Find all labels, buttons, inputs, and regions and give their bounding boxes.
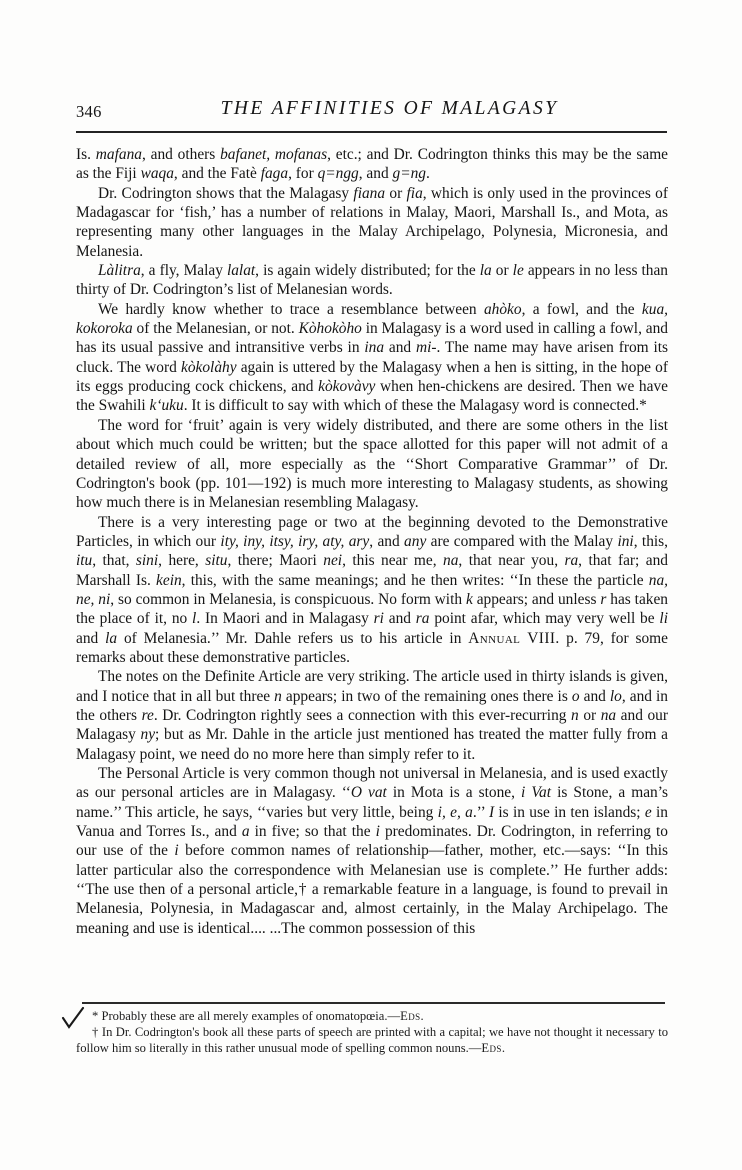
italic-term: re [141, 706, 154, 724]
text-run: appears in no less than thirty of Dr. Codrington’s list of Melanesian words. [76, 262, 668, 299]
para-definite-article [76, 667, 668, 764]
italic-term: la [105, 629, 118, 647]
text-run: , here, [158, 552, 206, 570]
italic-term: n [274, 687, 282, 705]
text-run: when hen-chickens are desired. Then we have the Swahili [76, 378, 668, 415]
text-run: , that near you, [458, 552, 565, 570]
text-run: . p. [555, 629, 585, 647]
italic-term: k‘uku [149, 397, 184, 415]
italic-term: Kòhokòho [298, 320, 362, 338]
para-lalitra [76, 261, 668, 300]
text-run: , etc.; and Dr. Codrington thinks this may be the same as the Fiji [76, 146, 669, 183]
text-run: . In Maori and in Malagasy [196, 610, 374, 628]
italic-term: kòkolàhy [180, 358, 237, 376]
italic-term: le [512, 262, 524, 280]
text-run: . [420, 1009, 424, 1023]
text-run: is in use in ten islands; [494, 803, 645, 821]
text-run: of the Melanesian, or not. [132, 320, 299, 338]
text-run: of Melanesia.’’ Mr. Dahle refers us to his article in [117, 629, 469, 647]
italic-term: situ [205, 552, 228, 570]
text-run: in Malagasy is a word used in calling a fowl, and has its usual passive and intransitive verbs in [76, 320, 668, 357]
text-run: , there; Maori [227, 552, 324, 570]
text-run: ) is much more interesting to Malagasy students, as showing how much there is in Melanesian resembling Malagasy. [76, 474, 668, 512]
text-run: , that, [92, 552, 136, 570]
text-run: . [425, 165, 430, 183]
text-run: , this near me, [342, 552, 444, 570]
footnotes-block [76, 1008, 668, 1057]
italic-term: i, e, a [437, 803, 473, 821]
text-run: has taken the place of it, no [76, 590, 668, 628]
italic-term: li [659, 610, 668, 628]
italic-term: bafanet, mofanas [220, 146, 328, 163]
italic-term: ity, iny, itsy, iry, aty, ary [220, 532, 370, 550]
text-run: , a fowl, and the [521, 300, 642, 318]
text-run: and our Malagasy [76, 706, 668, 744]
text-run: , so common in Melanesia, is conspicuous. No form with [110, 590, 466, 608]
italic-term: waqa [140, 165, 174, 183]
text-run: in Mota is a stone, [386, 784, 522, 802]
italic-term: r [600, 590, 607, 608]
text-run: There is a very interesting page or two at the beginning devoted to the Demonstrative Particles, in which our [76, 513, 668, 550]
italic-term: a [241, 823, 250, 841]
italic-term: ina [364, 339, 385, 357]
italic-term: ra [564, 552, 579, 570]
text-run: or [578, 706, 601, 724]
running-head-title: THE AFFINITIES OF MALAGASY [220, 98, 559, 119]
italic-term: ri [373, 610, 384, 628]
text-run: . The name may have arisen from its cluck. The word [76, 339, 669, 376]
text-run: , that far; and Marshall Is. [76, 552, 668, 589]
italic-term: g=ng [392, 165, 426, 183]
text-run: The Personal Article is very common though not universal in Melanesia, and is used exactly as our personal articles are in Malagasy. ‘‘ [76, 765, 668, 802]
italic-term: sini [135, 552, 159, 570]
italic-term: e [644, 803, 652, 821]
italic-term: itu [76, 552, 93, 570]
italic-term: l [192, 610, 197, 628]
italic-term: i [174, 842, 179, 860]
italic-term: mafana [95, 146, 142, 163]
italic-term: kua, kokoroka [76, 300, 668, 338]
italic-term: la [479, 262, 492, 280]
para-fruit [76, 416, 668, 513]
text-run: and [76, 629, 106, 647]
italic-term: ny [140, 726, 156, 744]
text-run: , for [288, 165, 318, 183]
text-run: . [501, 1041, 505, 1056]
text-run: , and others [141, 146, 221, 163]
para-personal-article [76, 764, 668, 938]
italic-term: mi- [415, 339, 437, 357]
text-run: The notes on the Definite Article are very striking. The article used in thirty islands is given, and I notice that in all but three [76, 668, 668, 705]
text-run: Is. [76, 146, 96, 163]
text-run: , and [358, 165, 393, 183]
para-fiana [76, 184, 668, 261]
italic-term: kein [156, 571, 182, 589]
text-run: are compared with the Malay [426, 532, 618, 550]
italic-term: any [404, 532, 427, 550]
body-text-block [76, 145, 668, 938]
text-run: before common names of relationship—father, mother, etc.—says: ‘‘In this latter particular also the correspondence with Melanesian use is complete.’’ He further adds: ‘‘The use then of a personal article,† a remarkable feature in a language, is found to prevail in Melanesia, Polynesia, in Madagascar and, almost certainly, in the Malay Archipelago. The meaning and use is identical.... ...The common possession of this [76, 842, 669, 937]
check-mark-icon [60, 1006, 86, 1032]
oldstyle-figures: 101—192 [224, 474, 287, 492]
text-run: † In Dr. Codrington's book all these parts of speech are printed with a capital; we have not thought it necessary to follow him so literally in this rather unusual mode of spelling common nouns.— [76, 1025, 668, 1056]
italic-term: na, ne, ni [76, 571, 668, 608]
footnote-asterisk [76, 1008, 668, 1024]
italic-term: faga [260, 165, 289, 183]
text-run: point afar, which may very well be [429, 610, 660, 628]
text-run: predominates. Dr. Codrington, in referring to our use of the [76, 823, 668, 860]
text-run: . Dr. Codrington rightly sees a connection with this ever-recurring [153, 706, 572, 724]
text-run: again is uttered by the Malagasy when a hen is sitting, in the hope of its eggs producing cock chickens, and [76, 358, 668, 396]
footnote-separator-rule [82, 1002, 665, 1004]
small-caps-term: Eds [400, 1009, 421, 1023]
italic-term: I [488, 803, 495, 821]
small-caps-term: Annual VIII [468, 629, 556, 647]
text-run: , for some remarks about these demonstrative particles. [76, 629, 668, 666]
page-folio-number: 346 [76, 102, 102, 121]
text-run: . It is difficult to say with which of these the Malagasy word is connected.* [183, 397, 647, 415]
text-run: , this, [633, 532, 669, 550]
running-head [76, 98, 667, 124]
italic-term: fia [406, 184, 423, 202]
italic-term: q=ngg [317, 165, 359, 183]
text-run: , and the Fatè [173, 165, 261, 183]
text-run: or [491, 262, 513, 280]
italic-term: kòkovàvy [318, 378, 376, 396]
italic-term: n [571, 706, 579, 724]
text-run: We hardly know whether to trace a resemblance between [98, 300, 484, 318]
italic-term: ahòko [483, 300, 522, 318]
text-run: and [384, 339, 416, 357]
header-rule [76, 131, 667, 133]
italic-term: i Vat [521, 784, 552, 802]
italic-term: lalat [226, 262, 256, 280]
small-caps-term: Eds [481, 1041, 502, 1056]
italic-term: lo [609, 687, 622, 705]
para-mafana [76, 145, 668, 184]
text-run: ; but as Mr. Dahle in the article just mentioned has treated the matter fully from a Malagasy point, we need do no more here than simply refer to it. [76, 726, 668, 763]
text-run: , and [369, 532, 405, 550]
para-ahoko [76, 300, 668, 416]
italic-term: fiana [353, 184, 386, 202]
italic-term: na [443, 552, 459, 570]
text-run: , and in the others [76, 687, 668, 724]
italic-term: Làlitra [98, 262, 141, 280]
text-run: Dr. Codrington shows that the Malagasy [98, 184, 354, 202]
text-run: , which is only used in the provinces of Madagascar for ‘fish,’ has a number of relations in Malay, Maori, Marshall Is., and Mota, as representing many other languages in the Malay Archipelago, Polynesia, Micronesia, and Melanesia. [76, 184, 668, 260]
text-run: and [579, 687, 610, 705]
text-run: appears; and unless [472, 590, 601, 608]
text-run: is Stone, a man’s name.’’ This article, he says, ‘‘varies but very little, being [76, 784, 669, 821]
italic-term: ini [617, 532, 634, 550]
italic-term: o [571, 687, 580, 705]
text-run: , a fly, Malay [140, 262, 227, 280]
text-run: in Vanua and Torres Is., and [76, 803, 668, 841]
oldstyle-figures: 79 [584, 629, 600, 647]
text-run: and [383, 610, 416, 628]
italic-term: k [465, 590, 473, 608]
text-run: , this, with the same meanings; and he then writes: ‘‘In these the particle [181, 571, 649, 589]
text-run: The word for ‘fruit’ again is very widely distributed, and there are some others in the list about which much could be written; but the space allotted for this paper will not admit of a detailed review of all, more especially as the ‘‘Short Comparative Grammar’’ of Dr. Codrington's book (pp. [76, 416, 668, 492]
text-run: , is again widely distributed; for the [255, 262, 480, 280]
italic-term: O vat [350, 784, 387, 802]
text-run: * Probably these are all merely examples of onomatopœia.— [92, 1009, 401, 1023]
italic-term: na [600, 706, 617, 724]
footnote-dagger [76, 1024, 668, 1056]
italic-term: i [375, 823, 380, 841]
italic-term: ra [415, 610, 430, 628]
text-run: appears; in two of the remaining ones there is [281, 687, 572, 705]
italic-term: nei [323, 552, 343, 570]
text-run: in five; so that the [249, 823, 376, 841]
text-run: or [385, 184, 407, 202]
text-run: .’’ [472, 803, 489, 821]
para-demonstrative [76, 513, 668, 668]
